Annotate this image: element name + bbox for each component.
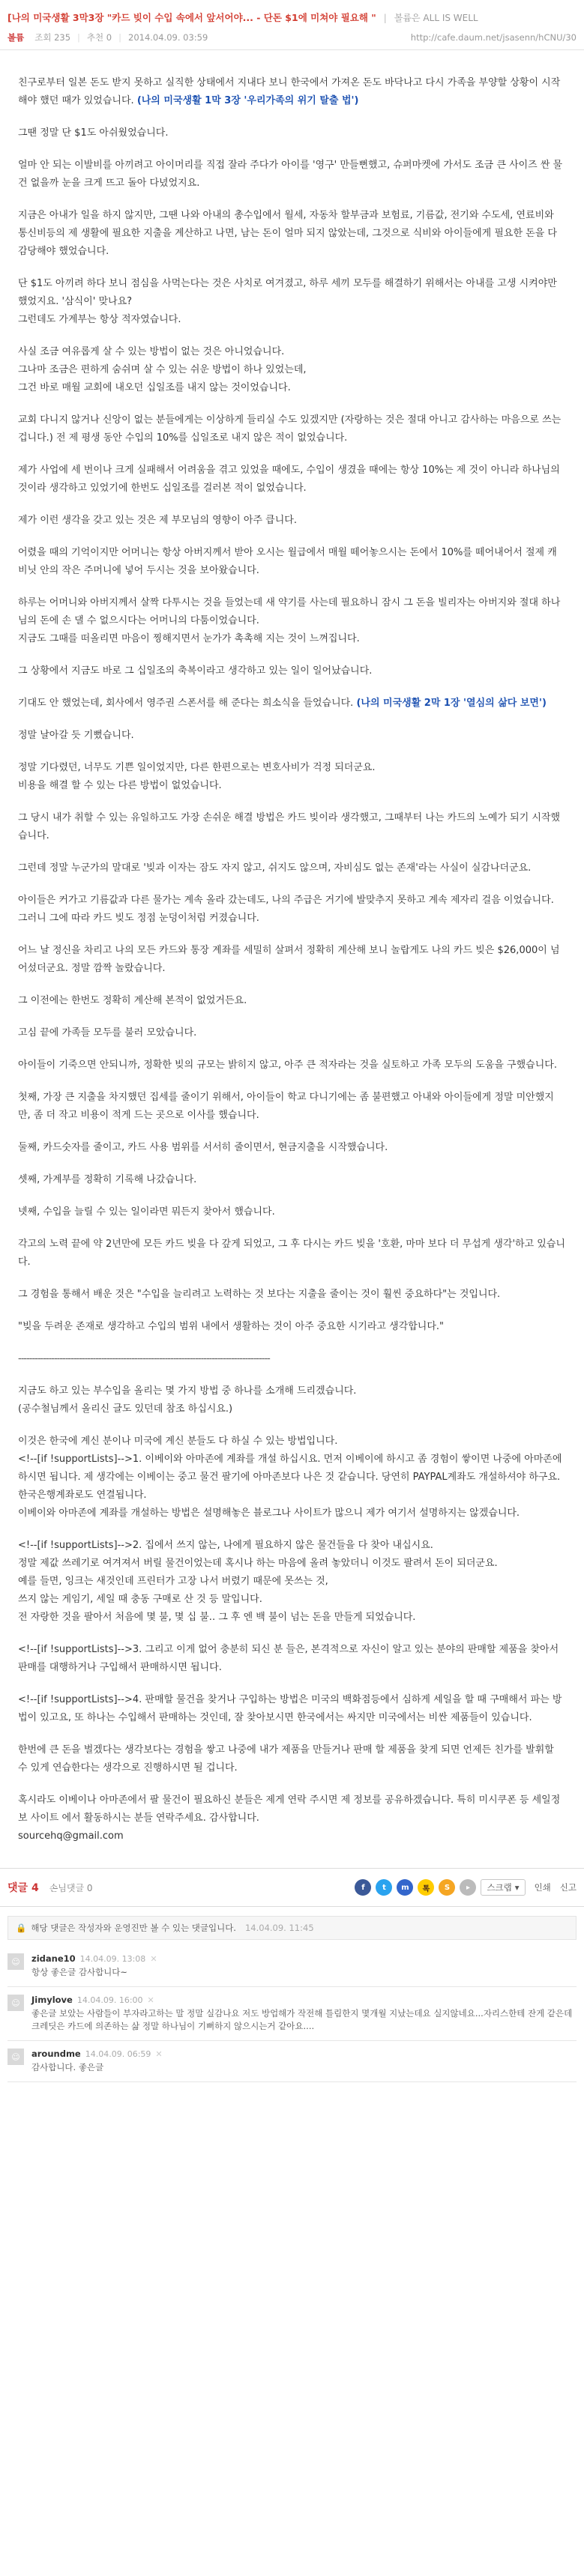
article-paragraph: 단 $1도 아끼려 하다 보니 점심을 사먹는다는 것은 사치로 여겨졌고, 하루 세끼 모두를 해결하기 위해서는 아내를 고생 시켜야만 했었지요. '삼식이' 맞나요? 그런데도 가계부는 항상 적자였습니다. <box>18 278 557 325</box>
twitter-icon[interactable]: t <box>376 1879 392 1896</box>
avatar[interactable]: ☺ <box>7 1953 24 1970</box>
article-paragraph: 지금은 아내가 일을 하지 않지만, 그땐 나와 아내의 총수입에서 월세, 자동차 할부금과 보험료, 기름값, 전기와 수도세, 연료비와 통신비등의 제 생활에 필요한 지출을 계산하고 나면, 남는 돈이 얼마 되지 않았는데, 그것으로 식비와 아이들에게 필요한 돈을 다 감당해야 했었습니다. <box>18 210 557 257</box>
article-paragraph: <!--[if !supportLists]-->2. 집에서 쓰지 않는, 나에게 필요하지 않은 물건들을 다 찾아 내십시요. 정말 제값 쓰레기로 여겨져서 버릴 물건이었는데 혹시나 하는 마음에 올려 놓았더니 이것도 팔려서 돈이 되더군요. 예를 들면, 잉크는 새것인데 프린터가 고장 나서 버렸기 때문에 못쓰는 것, 쓰지 않는 게임기, 세일 때 충동 구매로 산 것 등 말입니다. 전 자랑한 것을 팔아서 처음에 몇 불, 몇 십 불.. 그 후 엔 백 불이 넘는 돈을 만들게 되었습니다. <box>18 1540 498 1623</box>
paragraph-text: 친구로부터 일본 돈도 받지 못하고 실직한 상태에서 지내다 보니 한국에서 가져온 돈도 바닥나고 다시 가족을 부양할 상황이 시작해야 했던 때가 있었습니다. <box>18 77 561 106</box>
kakaotalk-icon[interactable]: 톡 <box>418 1879 434 1896</box>
comment-label: 댓글 <box>7 1882 28 1894</box>
blog-name[interactable]: 볼륨은 ALL IS WELL <box>394 13 478 23</box>
recommend-count: 추천 0 <box>86 32 112 43</box>
article-paragraph: 얼마 안 되는 이발비를 아끼려고 아이머리를 직접 잘라 주다가 아이를 '영구' 만들뻔했고, 슈퍼마켓에 가서도 조금 큰 사이즈 싼 물건 없을까 눈을 크게 뜨고 돌아 다녔었지요. <box>18 160 563 189</box>
chevron-down-icon: ▾ <box>514 1882 520 1893</box>
article-paragraph: 정말 날아갈 듯 기뻤습니다. <box>18 730 134 741</box>
comment-text: 좋은글 보았는 사람들이 부자라고하는 말 정말 실감나요 저도 방업해가 작전해 틀림한지 몇개월 지났는데요 실지않네요...자리스한테 잔게 같은데 크레딧은 카드에 의존하는 삶 정말 하나님이 기뻐하지 않으시는거 같아요.... <box>31 2008 573 2031</box>
more-icon[interactable]: ▸ <box>460 1879 476 1896</box>
comment-item <box>7 1946 577 1987</box>
facebook-icon[interactable]: f <box>355 1879 371 1896</box>
comment-header <box>31 1953 577 1964</box>
mypeople-icon[interactable]: m <box>397 1879 413 1896</box>
article-paragraph: 그 당시 내가 취할 수 있는 유일하고도 가장 손쉬운 해결 방법은 카드 빚이라 생각했고, 그때부터 나는 카드의 노예가 되기 시작했습니다. <box>18 812 561 841</box>
paragraph-text: 기대도 안 했었는데, 회사에서 영주권 스폰서를 해 준다는 희소식을 들었습니다. <box>18 698 354 709</box>
article-body <box>0 50 584 1857</box>
article-paragraph <box>18 695 566 713</box>
series-link[interactable]: (나의 미국생활 2막 1장 '열심의 삶다 보면') <box>356 698 547 709</box>
close-icon[interactable]: ✕ <box>155 2049 163 2059</box>
comment-list <box>7 1946 577 2082</box>
hidden-comment-notice <box>7 1916 577 1940</box>
meta-divider: | <box>118 32 121 43</box>
print-button[interactable]: 인쇄 <box>534 1882 551 1893</box>
comment-header <box>31 2049 577 2059</box>
comment-count: 4 <box>31 1882 39 1894</box>
comment-body <box>31 2049 577 2074</box>
comment-toolbar <box>0 1868 584 1907</box>
post-date: 2014.04.09. 03:59 <box>128 32 208 43</box>
article-paragraph: 둘째, 카드숫자를 줄이고, 카드 사용 범위를 서서히 줄이면서, 현금지출을 시작했습니다. <box>18 1142 388 1153</box>
article-paragraph: <!--[if !supportLists]-->4. 판매할 물건을 찾거나 구입하는 방법은 미국의 백화점등에서 심하게 세일을 할 때 구매해서 파는 방법이 있고요, 또 하나는 수입해서 판매하는 것인데, 잘 찾아보시면 한국에서는 싸지만 미국에서는 비싼 제품들이 있습니다. <box>18 1694 562 1723</box>
notice-time: 14.04.09. 11:45 <box>244 1923 314 1933</box>
lock-icon: 🔒 <box>16 1923 27 1933</box>
article-paragraph: 첫째, 가장 큰 지출을 차지했던 집세를 줄이기 위해서, 아이들이 학교 다니기에는 좀 불편했고 아내와 아이들에게 정말 미안했지만, 좀 더 작고 비용이 적게 드는 곳으로 이사를 했습니다. <box>18 1092 554 1121</box>
article-paragraph: 셋째, 가계부를 정확히 기록해 나갔습니다. <box>18 1174 197 1185</box>
comment-text: 항상 좋은글 감사합니다~ <box>31 1967 128 1977</box>
title-separator: | <box>383 13 387 23</box>
comment-time: 14.04.09. 16:00 <box>76 1995 143 2005</box>
post-meta <box>7 24 577 49</box>
article-paragraph: 어렸을 때의 기억이지만 어머니는 항상 아버지께서 받아 오시는 월급에서 매월 떼어놓으시는 돈에서 10%를 떼어내어서 절제 캐비닛 안의 작은 주머니에 넣어 두시는 것을 보아왔습니다. <box>18 547 557 576</box>
article-paragraph: 그 이전에는 한번도 정확히 계산해 본적이 없었거든요. <box>18 995 247 1006</box>
comment-item <box>7 1987 577 2041</box>
series-link[interactable]: (나의 미국생활 1막 3장 '우리가족의 위기 탈출 법') <box>136 95 359 106</box>
article-paragraph: 그런데 정말 누군가의 말대로 '빚과 이자는 잠도 자지 않고, 쉬지도 않으며, 자비심도 없는 존재'라는 사실이 실감나더군요. <box>18 862 532 874</box>
comment-author[interactable]: aroundme <box>31 2049 81 2059</box>
contact-email[interactable]: sourcehq@gmail.com <box>18 1830 124 1842</box>
avatar[interactable]: ☺ <box>7 2049 24 2065</box>
comment-item <box>7 2041 577 2082</box>
article-paragraph: "빚을 두려운 존재로 생각하고 수입의 범위 내에서 생활하는 것이 아주 중요한 시기라고 생각합니다." <box>18 1321 444 1332</box>
meta-divider: | <box>77 32 80 43</box>
kakaostory-icon[interactable]: S <box>439 1879 455 1896</box>
comment-author[interactable]: zidane10 <box>31 1953 76 1964</box>
close-icon[interactable]: ✕ <box>150 1953 157 1964</box>
article-paragraph: 어느 날 정신을 차리고 나의 모든 카드와 통장 계좌를 세밀히 살펴서 정확히 계산해 보니 놀랍게도 나의 카드 빚은 $26,000이 넘어섰더군요. 정말 깜짝 놀랐습니다. <box>18 945 560 974</box>
comment-tab[interactable] <box>7 1880 39 1895</box>
comment-time: 14.04.09. 13:08 <box>79 1953 146 1964</box>
article-paragraph <box>18 1792 566 1845</box>
share-group <box>355 1879 577 1896</box>
article-paragraph: 아이들이 기죽으면 안되니까, 정확한 빚의 규모는 밝히지 않고, 아주 큰 적자라는 것을 실토하고 가족 모두의 도움을 구했습니다. <box>18 1059 557 1071</box>
article-paragraph: 이것은 한국에 계신 분이나 미국에 계신 분들도 다 하실 수 있는 방법입니다. <!--[if !supportLists]-->1. 이베이와 아마존에 계좌를 개설 하십시요. 먼저 이베이에 하시고 좀 경험이 쌓이면 나중에 아마존에 하시면 됩니다. 제 생각에는 이베이는 중고 물건 팔기에 아마존보다 나은 것 같습니다. 당연히 PAYPAL계좌도 개설하셔야 하구요. 한국은행계좌로도 연결됩니다. 이베이와 아마존에 계좌를 개설하는 방법은 설명해놓은 블로그나 사이트가 많으니 제가 여기서 설명하지는 않겠습니다. <box>18 1436 562 1519</box>
views-count: 조회 235 <box>34 32 71 43</box>
article-paragraph <box>18 74 566 110</box>
guest-comment-tab[interactable]: 손님댓글 0 <box>49 1882 93 1893</box>
article-paragraph: 고심 끝에 가족들 모두를 불러 모았습니다. <box>18 1027 197 1038</box>
notice-text: 해당 댓글은 작성자와 운영진만 볼 수 있는 댓글입니다. <box>31 1923 236 1933</box>
article-paragraph: 사실 조금 여유롭게 살 수 있는 방법이 없는 것은 아니었습니다. 그나마 조금은 편하게 숨쉬며 살 수 있는 쉬운 방법이 하나 있었는데, 그건 바로 매월 교회에 내오던 십일조를 내지 않는 것이었습니다. <box>18 346 307 393</box>
scrap-label: 스크랩 <box>487 1882 512 1893</box>
comment-header <box>31 1995 577 2005</box>
paragraph-text: 혹시라도 이베이나 아마존에서 팔 물건이 필요하신 분들은 제게 연락 주시면 제 정보를 공유하겠습니다. 특히 미시쿠폰 등 세일정보 사이트 에서 활동하시는 분들 연락주세요. 감사합니다. <box>18 1795 561 1824</box>
post-header <box>0 0 584 50</box>
comment-body <box>31 1995 577 2033</box>
title-row <box>7 10 577 24</box>
avatar[interactable]: ☺ <box>7 1995 24 2011</box>
article-paragraph: 교회 다니지 않거나 신앙이 없는 분들에게는 이상하게 들리실 수도 있겠지만 (자랑하는 것은 절대 아니고 감사하는 마음으로 쓰는 겁니다.) 전 제 평생 동안 수입의 10%를 십일조로 내지 않은 적이 없었습니다. <box>18 414 562 444</box>
post-title[interactable]: [나의 미국생활 3막3장 "카드 빚이 수입 속에서 앞서어야... - 단돈 $1에 미쳐야 필요해 " <box>7 12 376 23</box>
article-paragraph: 각고의 노력 끝에 약 2년만에 모든 카드 빚을 다 갚게 되었고, 그 후 다시는 카드 빚을 '호환, 마마 보다 더 무섭게 생각'하고 있습니다. <box>18 1239 565 1268</box>
text-divider: ------------------------------------------------------------------------------------------- <box>18 1353 270 1364</box>
article-paragraph: 하루는 어머니와 아버지께서 살짝 다투시는 것을 들었는데 새 약기를 사는데 필요하니 잠시 그 돈을 빌리자는 아버지와 절대 하나님의 돈에 손 댈 수 없으시다는 어머니의 다툼이었습니다. 지금도 그때를 떠올리면 마음이 찡해지면서 눈가가 촉촉해 지는 것이 느껴집니다. <box>18 597 561 644</box>
comment-text: 감사합니다. 좋은글 <box>31 2062 104 2072</box>
article-paragraph: 넷째, 수입을 늘릴 수 있는 일이라면 뭐든지 찾아서 했습니다. <box>18 1206 275 1218</box>
comment-time: 14.04.09. 06:59 <box>85 2049 151 2059</box>
category-label[interactable]: 볼륨 <box>7 32 25 43</box>
permalink[interactable]: http://cafe.daum.net/jsasenn/hCNU/30 <box>410 32 577 43</box>
article-paragraph: 한번에 큰 돈을 벌겠다는 생각보다는 경험을 쌓고 나중에 내가 제품을 만들거나 판매 할 제품을 찾게 되면 언제든 친가를 발휘할 수 있게 연습한다는 생각으로 진행하시면 될 겁니다. <box>18 1744 554 1774</box>
close-icon[interactable]: ✕ <box>147 1995 154 2005</box>
article-paragraph: 정말 기다렸던, 너무도 기쁜 일이었지만, 다른 한편으로는 변호사비가 걱정 되더군요. 비용을 해결 할 수 있는 다른 방법이 없었습니다. <box>18 762 376 791</box>
report-button[interactable]: 신고 <box>559 1882 577 1893</box>
article-paragraph: 제가 이런 생각을 갖고 있는 것은 제 부모님의 영향이 아주 큽니다. <box>18 515 297 526</box>
comment-author[interactable]: Jimylove <box>31 1995 73 2005</box>
article-paragraph: 그 경험을 통해서 배운 것은 "수입을 늘리려고 노력하는 것 보다는 지출을 줄이는 것이 훨씬 중요하다"는 것입니다. <box>18 1289 501 1300</box>
article-paragraph: 그 상황에서 지금도 바로 그 십일조의 축복이라고 생각하고 있는 일이 일어났습니다. <box>18 665 373 677</box>
article-paragraph: 그땐 정말 단 $1도 아쉬웠었습니다. <box>18 127 169 139</box>
article-paragraph: 제가 사업에 세 번이나 크게 실패해서 어려움을 겪고 있었을 때에도, 수입이 생겼을 때에는 항상 10%는 제 것이 아니라 하나님의 것이라 생각하고 있었기에 한번도 십일조를 걸러본 적이 없었습니다. <box>18 465 560 494</box>
comment-body <box>31 1953 577 1979</box>
article-paragraph: 지금도 하고 있는 부수입을 올리는 몇 가지 방법 중 하나를 소개해 드리겠습니다. (공수철님께서 올리신 글도 있던데 참조 하십시요.) <box>18 1385 357 1415</box>
scrap-button[interactable] <box>481 1879 525 1896</box>
article-paragraph: <!--[if !supportLists]-->3. 그리고 이게 없어 충분히 되신 분 들은, 본격적으로 자신이 알고 있는 분야의 판매할 제품을 찾아서 판매를 대행하거나 구입해서 판매하시면 됩니다. <box>18 1644 559 1673</box>
article-paragraph: 아이들은 커가고 기름값과 다른 물가는 계속 올라 갔는데도, 나의 주급은 거기에 발맞추지 못하고 계속 제자리 걸음 이었습니다. 그러니 그에 따라 카드 빚도 정점 눈덩이처럼 커졌습니다. <box>18 895 554 924</box>
